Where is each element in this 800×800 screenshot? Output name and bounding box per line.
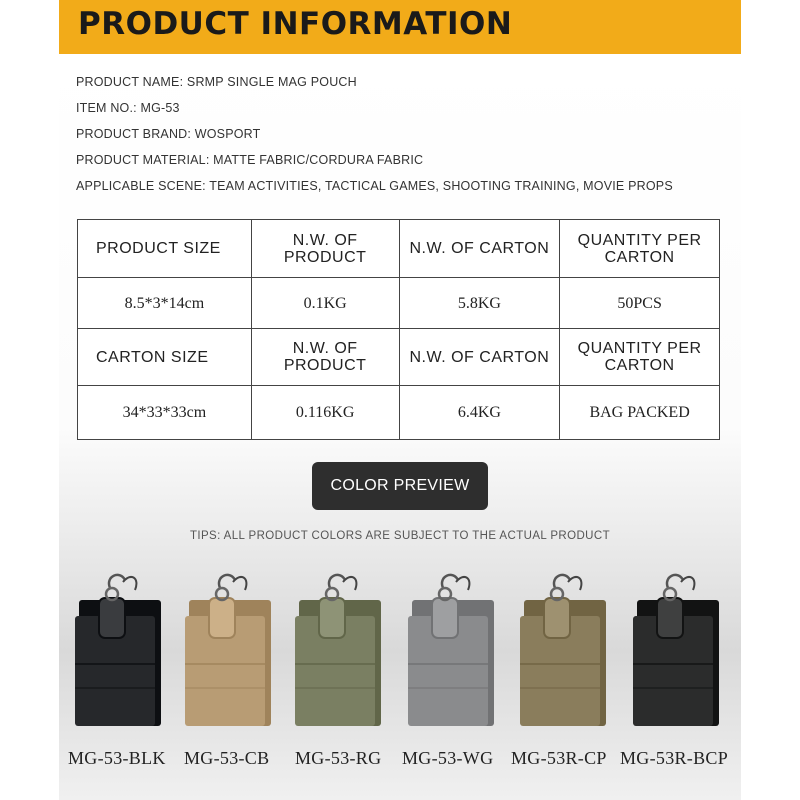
variant-label: MG-53-CB — [184, 748, 270, 768]
spec-table — [77, 219, 720, 440]
pouch-image-mg-53-wg — [398, 568, 508, 728]
value-product-size: 8.5*3*14cm — [78, 278, 252, 329]
pouch-image-mg-53-blk — [65, 568, 175, 728]
header-product-size: PRODUCT SIZE — [78, 220, 252, 278]
info-brand: PRODUCT BRAND: WOSPORT — [76, 127, 261, 141]
pouch-image-mg-53-cb — [175, 568, 285, 728]
header-nw-product-2: N.W. OF PRODUCT — [251, 329, 399, 386]
variant-label: MG-53R-BCP — [620, 748, 729, 768]
value-carton-size: 34*33*33cm — [78, 386, 252, 440]
table-row — [78, 386, 720, 440]
value-nw-carton-2: 6.4KG — [399, 386, 560, 440]
header-quantity-carton-2: QUANTITY PER CARTON — [560, 329, 720, 386]
pouch-image-mg-53-rg — [285, 568, 395, 728]
info-product-name: PRODUCT NAME: SRMP SINGLE MAG POUCH — [76, 75, 357, 89]
info-scene: APPLICABLE SCENE: TEAM ACTIVITIES, TACTICAL GAMES, SHOOTING TRAINING, MOVIE PROPS — [76, 179, 673, 193]
tips-text: TIPS: ALL PRODUCT COLORS ARE SUBJECT TO THE ACTUAL PRODUCT — [189, 530, 611, 542]
header-nw-carton-2: N.W. OF CARTON — [399, 329, 560, 386]
header-quantity-carton: QUANTITY PER CARTON — [560, 220, 720, 278]
variant-label: MG-53-BLK — [68, 748, 166, 768]
info-material: PRODUCT MATERIAL: MATTE FABRIC/CORDURA FABRIC — [76, 153, 424, 167]
pouch-image-mg-53r-cp — [510, 568, 620, 728]
page-title: PRODUCT INFORMATION — [78, 6, 513, 42]
info-item-no: ITEM NO.: MG-53 — [76, 101, 180, 115]
variant-label: MG-53-WG — [402, 748, 494, 768]
pouch-image-mg-53r-bcp — [623, 568, 733, 728]
table-row — [78, 329, 720, 386]
value-bag-packed: BAG PACKED — [560, 386, 720, 440]
variant-label: MG-53R-CP — [511, 748, 607, 768]
header-nw-carton: N.W. OF CARTON — [399, 220, 560, 278]
header-nw-product: N.W. OF PRODUCT — [251, 220, 399, 278]
value-nw-product: 0.1KG — [251, 278, 399, 329]
table-row — [78, 220, 720, 278]
value-nw-product-2: 0.116KG — [251, 386, 399, 440]
table-row — [78, 278, 720, 329]
header-carton-size: CARTON SIZE — [78, 329, 252, 386]
value-quantity-carton: 50PCS — [560, 278, 720, 329]
value-nw-carton: 5.8KG — [399, 278, 560, 329]
variant-label: MG-53-RG — [295, 748, 382, 768]
color-preview-button[interactable]: COLOR PREVIEW — [312, 462, 488, 510]
